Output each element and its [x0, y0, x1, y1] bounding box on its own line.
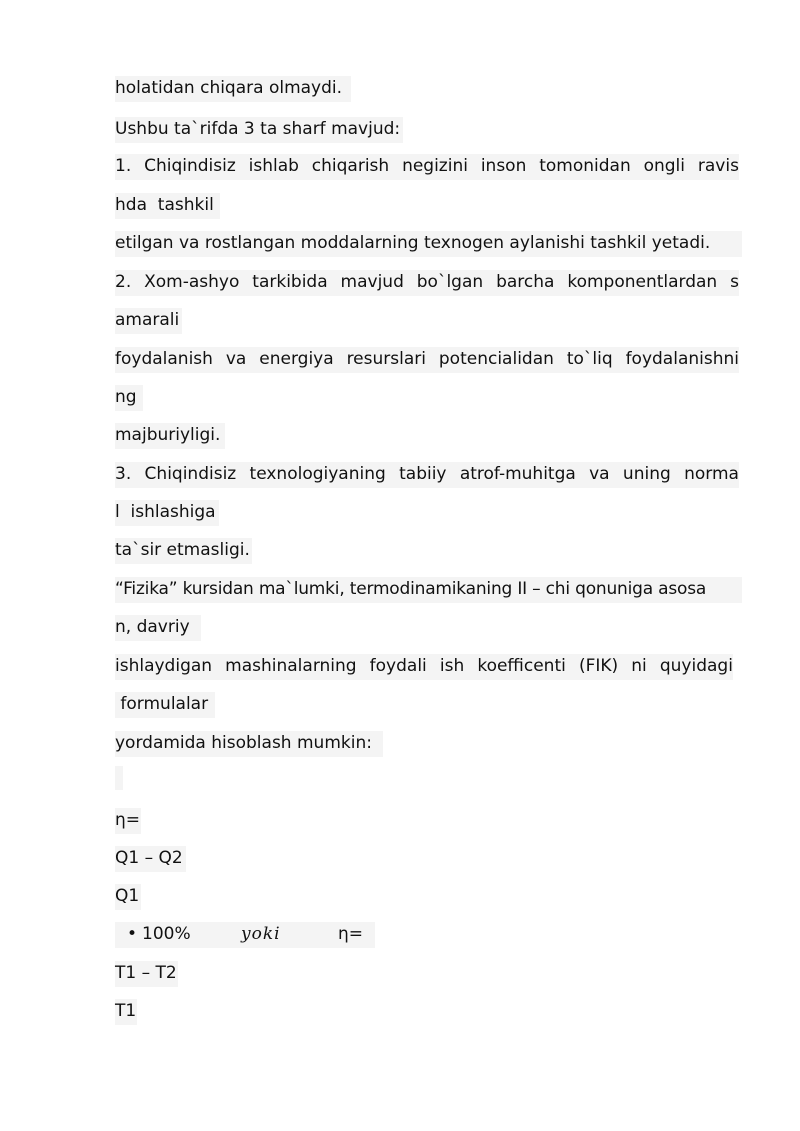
text-line: ng	[115, 385, 143, 411]
word: s	[730, 272, 739, 292]
formula-numerator: Q1 – Q2	[115, 846, 186, 872]
formula-numerator: T1 – T2	[115, 961, 178, 987]
word: negizini	[402, 156, 468, 176]
formula-or-word: yoki	[241, 924, 281, 944]
word: inson	[480, 156, 527, 176]
text-line: yordamida hisoblash mumkin:	[115, 731, 383, 757]
formula-eta: η=	[338, 924, 364, 944]
formula-eta: η=	[115, 808, 141, 834]
word: potencialidan	[438, 349, 554, 369]
text-line: amarali	[115, 308, 182, 334]
word: va	[589, 464, 610, 484]
word: (FIK)	[578, 656, 619, 676]
justified-text-line	[115, 462, 739, 488]
word: komponentlardan	[567, 272, 718, 292]
text-line: n, davriy	[115, 615, 201, 641]
word: resurslari	[346, 349, 426, 369]
word: chiqarish	[311, 156, 390, 176]
text-line: l ishlashiga	[115, 500, 219, 526]
text-line: Ushbu ta`rifda 3 ta sharf mavjud:	[115, 117, 403, 143]
word: 2.	[115, 272, 132, 292]
empty-line-marker	[115, 766, 123, 790]
word: foydalanish	[115, 349, 213, 369]
text-line: hda tashkil	[115, 193, 220, 219]
word: 1.	[115, 156, 132, 176]
text-line: majburiyligi.	[115, 423, 225, 449]
formula-row	[115, 922, 375, 948]
bullet-icon: •	[127, 924, 138, 944]
word: ravis	[697, 156, 739, 176]
justified-text-line	[115, 154, 739, 180]
word: norma	[684, 464, 739, 484]
formula-denominator: T1	[115, 999, 137, 1025]
word: ni	[631, 656, 647, 676]
formula-denominator: Q1	[115, 884, 141, 910]
word: atrof-muhitga	[459, 464, 576, 484]
word: Xom-ashyo	[144, 272, 240, 292]
word: koefficenti	[477, 656, 566, 676]
word: energiya	[259, 349, 334, 369]
word: ish	[439, 656, 465, 676]
formula-percent: 100%	[142, 924, 191, 944]
word: foydalanishni	[625, 349, 739, 369]
word: foydali	[369, 656, 427, 676]
text-line: “Fizika” kursidan ma`lumki, termodinamikaning II – chi qonuniga asosa	[115, 577, 742, 603]
word: uning	[622, 464, 671, 484]
word: mashinalarning	[225, 656, 357, 676]
word: Chiqindisiz	[144, 156, 236, 176]
word: 3.	[115, 464, 132, 484]
word: ishlaydigan	[115, 656, 213, 676]
word: va	[225, 349, 247, 369]
word: Chiqindisiz	[144, 464, 237, 484]
text-line: etilgan va rostlangan moddalarning texnogen aylanishi tashkil yetadi.	[115, 231, 742, 257]
word: tabiiy	[399, 464, 447, 484]
word: bo`lgan	[416, 272, 484, 292]
word: ishlab	[248, 156, 299, 176]
word: texnologiyaning	[249, 464, 386, 484]
text-line: formulalar	[115, 692, 215, 718]
justified-text-line	[115, 654, 733, 680]
text-line: holatidan chiqara olmaydi.	[115, 76, 351, 102]
justified-text-line	[115, 347, 739, 373]
word: ongli	[643, 156, 686, 176]
word: tomonidan	[539, 156, 631, 176]
word: quyidagi	[659, 656, 733, 676]
word: tarkibida	[252, 272, 328, 292]
word: to`liq	[566, 349, 613, 369]
text-line: ta`sir etmasligi.	[115, 538, 252, 564]
word: mavjud	[340, 272, 404, 292]
justified-text-line	[115, 270, 739, 296]
word: barcha	[496, 272, 555, 292]
